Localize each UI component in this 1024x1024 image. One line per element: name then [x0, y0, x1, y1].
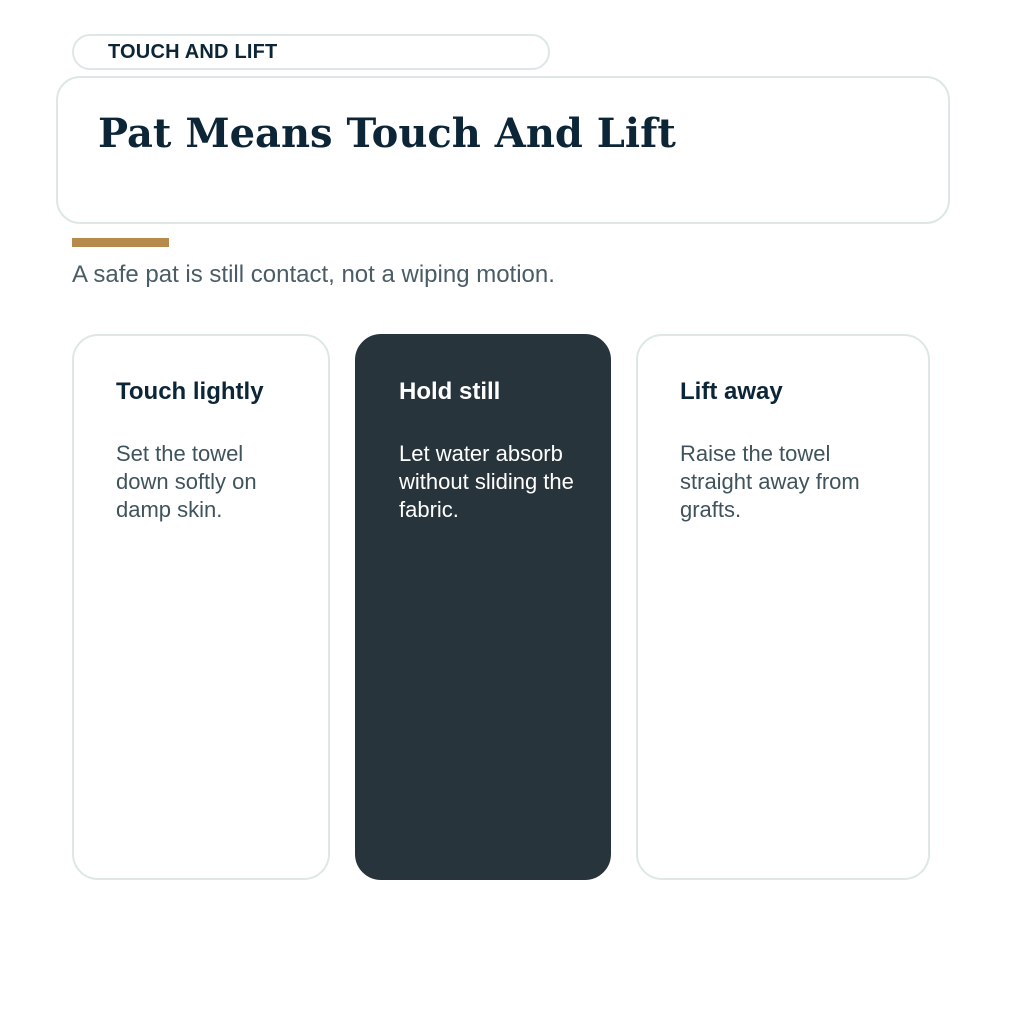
title-card: [56, 76, 950, 224]
step-title: Lift away: [680, 378, 783, 405]
eyebrow-label: TOUCH AND LIFT: [72, 34, 550, 70]
page-title: Pat Means Touch And Lift: [98, 110, 676, 157]
step-body: Let water absorb without sliding the fabric.: [399, 441, 574, 522]
step-body: Raise the towel straight away from grafts.: [680, 441, 860, 522]
accent-bar: [72, 238, 169, 247]
step-title: Touch lightly: [116, 378, 264, 405]
step-card-hold-still: [355, 334, 611, 880]
step-card-touch-lightly: [72, 334, 330, 880]
step-body: Set the towel down softly on damp skin.: [116, 441, 257, 522]
subtitle: A safe pat is still contact, not a wiping motion.: [72, 261, 555, 288]
step-card-lift-away: [636, 334, 930, 880]
step-title: Hold still: [399, 378, 501, 405]
